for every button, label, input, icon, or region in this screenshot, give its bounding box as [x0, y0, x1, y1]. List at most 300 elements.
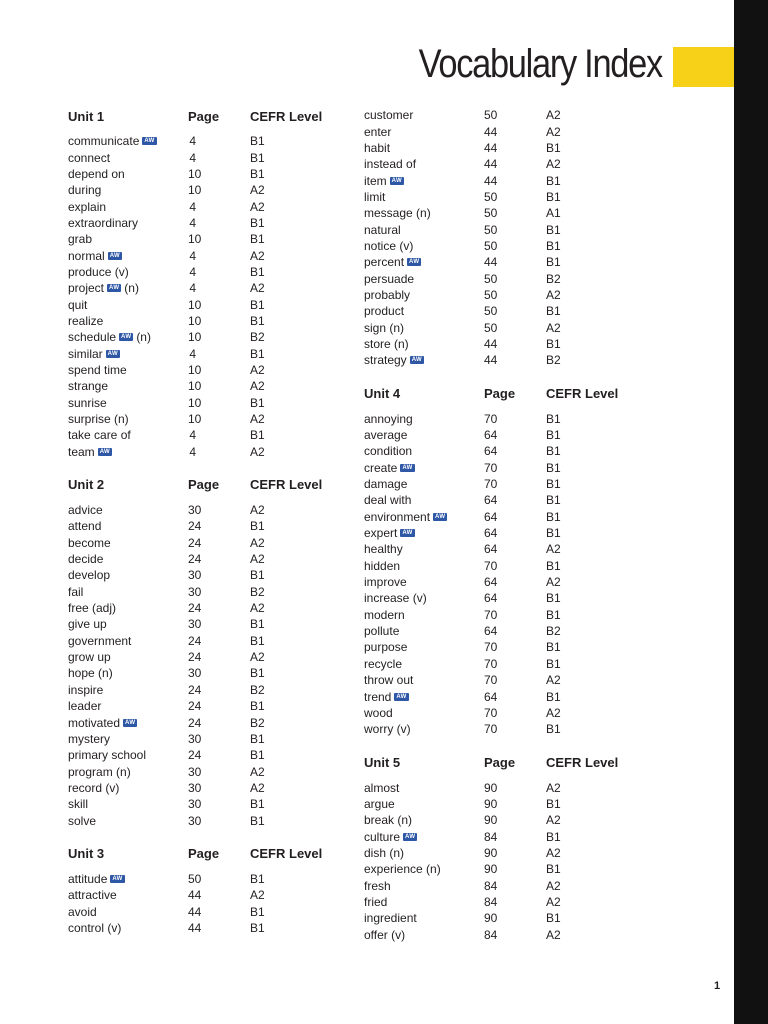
entry-page: 30: [188, 780, 202, 795]
vocabulary-entry: [68, 280, 360, 296]
entry-word: schedule: [68, 330, 117, 345]
page-column-header: Page: [484, 754, 516, 770]
entry-page: 50: [484, 206, 498, 221]
vocabulary-entry: [68, 584, 360, 600]
entry-cefr-level: A2: [546, 320, 561, 335]
entry-word: develop: [68, 568, 111, 583]
vocabulary-entry: [364, 861, 656, 877]
entry-page: 10: [188, 232, 202, 247]
entry-word-cell: [68, 568, 188, 582]
entry-word: spend time: [68, 362, 127, 377]
vocabulary-entry: [68, 329, 360, 345]
entry-word-cell: [68, 265, 188, 279]
entry-page: 4: [189, 215, 196, 230]
entry-cefr-level: B1: [546, 444, 561, 459]
vocabulary-entry: [364, 721, 656, 737]
entry-page: 24: [188, 682, 202, 697]
entry-word-cell: [68, 232, 188, 246]
entry-part-of-speech: (n): [124, 281, 139, 296]
entry-word-cell: [68, 330, 188, 344]
entry-word: deal with: [364, 493, 412, 508]
entry-page: 30: [188, 797, 202, 812]
entry-cefr-level: B1: [250, 617, 265, 632]
aw-badge: AW: [109, 285, 120, 292]
entry-cefr-level: A2: [546, 108, 561, 123]
entry-word-cell: [364, 526, 484, 540]
entry-word: damage: [364, 477, 408, 492]
entry-word-cell: [68, 888, 188, 902]
entry-cefr-level: B1: [546, 558, 561, 573]
entry-word: condition: [364, 444, 413, 459]
entry-page: 24: [188, 552, 202, 567]
entry-word: during: [68, 183, 102, 198]
vocabulary-entry: [68, 427, 360, 443]
entry-word-cell: [364, 108, 484, 122]
vocabulary-entry: [68, 264, 360, 280]
entry-page: 70: [484, 558, 498, 573]
entry-word-cell: [68, 216, 188, 230]
vocabulary-entry: [68, 296, 360, 312]
entry-word: surprise (n): [68, 412, 129, 427]
entry-page: 4: [189, 428, 196, 443]
entry-word-cell: [364, 559, 484, 573]
entry-page: 90: [484, 845, 498, 860]
entry-word-cell: [68, 921, 188, 935]
entry-page: 64: [484, 509, 498, 524]
vocabulary-entry: [68, 567, 360, 583]
entry-page: 50: [484, 304, 498, 319]
entry-page: 10: [188, 412, 202, 427]
vocabulary-entry: [364, 270, 656, 286]
entry-word: produce (v): [68, 264, 129, 279]
entry-word: store (n): [364, 336, 409, 351]
entry-cefr-level: B1: [546, 140, 561, 155]
entry-word: percent: [364, 255, 405, 270]
entry-word: habit: [364, 140, 391, 155]
entry-cefr-level: B1: [250, 395, 265, 410]
vocabulary-entry: [364, 894, 656, 910]
entry-word: throw out: [364, 673, 414, 688]
entry-cefr-level: A2: [546, 894, 561, 909]
entry-word: attractive: [68, 888, 117, 903]
entry-word-cell: [364, 190, 484, 204]
entry-word: grab: [68, 232, 93, 247]
entry-cefr-level: A2: [546, 157, 561, 172]
entry-cefr-level: B1: [250, 813, 265, 828]
entry-word: instead of: [364, 157, 417, 172]
vocabulary-entry: [68, 378, 360, 394]
index-column-right: [364, 107, 656, 959]
entry-word-cell: [364, 706, 484, 720]
vocabulary-entry: [364, 812, 656, 828]
entry-word: average: [364, 428, 408, 443]
unit-block: [68, 476, 360, 829]
entry-word: natural: [364, 222, 401, 237]
entry-page: 10: [188, 362, 202, 377]
entry-cefr-level: B1: [546, 477, 561, 492]
unit-title: Unit 2: [68, 477, 105, 493]
entry-word-cell: [364, 304, 484, 318]
vocabulary-entry: [68, 887, 360, 903]
entry-word: fresh: [364, 878, 391, 893]
entry-word-cell: [364, 690, 484, 704]
entry-page: 4: [189, 264, 196, 279]
entry-word: wood: [364, 705, 393, 720]
aw-badge: AW: [402, 530, 413, 537]
entry-word-cell: [364, 157, 484, 171]
vocabulary-entry: [68, 665, 360, 681]
entry-word: skill: [68, 797, 88, 812]
entry-page: 10: [188, 395, 202, 410]
entry-page: 44: [484, 255, 498, 270]
entry-cefr-level: A2: [546, 813, 561, 828]
entry-page: 30: [188, 813, 202, 828]
entry-cefr-level: A2: [546, 705, 561, 720]
entry-page: 24: [188, 519, 202, 534]
entry-word: similar: [68, 346, 103, 361]
entry-word-cell: [68, 134, 188, 148]
entry-page: 50: [484, 108, 498, 123]
entry-cefr-level: B2: [250, 715, 265, 730]
entry-word-cell: [364, 288, 484, 302]
entry-cefr-level: B1: [546, 238, 561, 253]
entry-word: take care of: [68, 428, 131, 443]
entry-word-cell: [68, 732, 188, 746]
unit-block: [68, 845, 360, 936]
entry-word: expert: [364, 526, 398, 541]
entry-word: strange: [68, 379, 109, 394]
entry-word-cell: [68, 872, 188, 886]
entry-word-cell: [68, 699, 188, 713]
entry-word-cell: [68, 905, 188, 919]
entry-word-cell: [364, 722, 484, 736]
entry-cefr-level: B1: [546, 862, 561, 877]
entry-word-cell: [364, 591, 484, 605]
aw-badge: AW: [402, 464, 413, 471]
vocabulary-entry: [68, 313, 360, 329]
entry-word: worry (v): [364, 722, 411, 737]
entry-cefr-level: B1: [250, 666, 265, 681]
entry-word: government: [68, 633, 132, 648]
vocabulary-entry: [364, 845, 656, 861]
entry-cefr-level: A2: [250, 199, 265, 214]
entry-word-cell: [364, 797, 484, 811]
vocabulary-entry: [68, 502, 360, 518]
unit-block: [68, 107, 360, 460]
unit-header: [364, 753, 656, 771]
aw-badge: AW: [409, 259, 420, 266]
entry-page: 70: [484, 656, 498, 671]
entry-cefr-level: A2: [546, 927, 561, 942]
entry-page: 24: [188, 650, 202, 665]
entry-cefr-level: B2: [250, 682, 265, 697]
vocabulary-entry: [364, 123, 656, 139]
entry-page: 64: [484, 689, 498, 704]
vocabulary-entry: [364, 476, 656, 492]
entry-cefr-level: B1: [546, 304, 561, 319]
entry-page: 30: [188, 568, 202, 583]
entry-cefr-level: B1: [546, 829, 561, 844]
vocabulary-entry: [364, 828, 656, 844]
unit-block: [364, 753, 656, 942]
entry-word-cell: [68, 445, 188, 459]
vocabulary-entry: [68, 871, 360, 887]
entry-word: recycle: [364, 656, 403, 671]
entry-page: 50: [484, 271, 498, 286]
entry-word-cell: [68, 249, 188, 263]
vocabulary-entry: [364, 205, 656, 221]
vocabulary-entry: [364, 172, 656, 188]
entry-page: 30: [188, 731, 202, 746]
entry-word: message (n): [364, 206, 431, 221]
entry-word-cell: [68, 634, 188, 648]
entry-word: item: [364, 173, 387, 188]
entry-word-cell: [68, 363, 188, 377]
cefr-level-column-header: CEFR Level: [250, 108, 323, 124]
entry-cefr-level: B1: [546, 591, 561, 606]
entry-word-cell: [364, 673, 484, 687]
entry-cefr-level: A2: [546, 780, 561, 795]
entry-word: communicate: [68, 134, 140, 149]
vocabulary-entry: [68, 166, 360, 182]
vocabulary-entry: [364, 189, 656, 205]
entry-page: 30: [188, 503, 202, 518]
entry-page: 64: [484, 591, 498, 606]
entry-word: motivated: [68, 715, 121, 730]
entry-page: 64: [484, 444, 498, 459]
entry-word: solve: [68, 813, 97, 828]
vocabulary-entry: [364, 796, 656, 812]
vocabulary-entry: [364, 287, 656, 303]
vocabulary-entry: [364, 411, 656, 427]
entry-word: fail: [68, 584, 84, 599]
entry-page: 4: [189, 248, 196, 263]
vocabulary-entry: [68, 149, 360, 165]
vocabulary-entry: [68, 633, 360, 649]
entry-word-cell: [364, 444, 484, 458]
entry-page: 50: [484, 189, 498, 204]
entry-cefr-level: B1: [546, 607, 561, 622]
entry-page: 90: [484, 780, 498, 795]
vocabulary-entry: [364, 926, 656, 942]
aw-badge: AW: [391, 177, 402, 184]
entry-cefr-level: B1: [546, 911, 561, 926]
vocabulary-entry: [68, 763, 360, 779]
vocabulary-entry: [364, 107, 656, 123]
entry-cefr-level: B1: [546, 173, 561, 188]
vocabulary-entry: [68, 133, 360, 149]
entry-word-cell: [68, 281, 188, 295]
entry-cefr-level: B1: [546, 493, 561, 508]
entry-word: explain: [68, 199, 107, 214]
entry-word: annoying: [364, 411, 413, 426]
vocabulary-entry: [364, 574, 656, 590]
entry-word: grow up: [68, 650, 111, 665]
vocabulary-entry: [364, 492, 656, 508]
entry-cefr-level: B1: [546, 411, 561, 426]
vocabulary-entry: [68, 345, 360, 361]
entry-cefr-level: B1: [546, 460, 561, 475]
entry-cefr-level: A2: [250, 379, 265, 394]
entry-word-cell: [364, 846, 484, 860]
entry-page: 24: [188, 535, 202, 550]
entry-cefr-level: A2: [250, 183, 265, 198]
vocabulary-entry: [364, 238, 656, 254]
entry-cefr-level: B1: [250, 150, 265, 165]
vocabulary-entry: [364, 541, 656, 557]
entry-word-cell: [364, 125, 484, 139]
entry-word: trend: [364, 689, 392, 704]
unit-header: [364, 385, 656, 403]
page-title: Vocabulary Index: [418, 42, 662, 86]
page-column-header: Page: [188, 108, 220, 124]
vocabulary-entry: [68, 714, 360, 730]
entry-cefr-level: B1: [546, 722, 561, 737]
entry-cefr-level: B1: [250, 748, 265, 763]
entry-word-cell: [364, 223, 484, 237]
entry-cefr-level: B1: [546, 189, 561, 204]
vocabulary-entry: [68, 198, 360, 214]
vocabulary-entry: [68, 518, 360, 534]
entry-word-cell: [364, 272, 484, 286]
entry-cefr-level: A2: [250, 362, 265, 377]
entry-word-cell: [68, 347, 188, 361]
entry-cefr-level: A2: [250, 650, 265, 665]
entry-page: 10: [188, 183, 202, 198]
entry-page: 70: [484, 607, 498, 622]
entry-word: depend on: [68, 166, 125, 181]
entry-word: free (adj): [68, 601, 117, 616]
entry-word-cell: [68, 183, 188, 197]
entry-cefr-level: B1: [250, 731, 265, 746]
aw-badge: AW: [121, 334, 132, 341]
entry-cefr-level: A2: [250, 535, 265, 550]
entry-word: decide: [68, 552, 104, 567]
entry-word-cell: [68, 200, 188, 214]
entry-word-cell: [364, 542, 484, 556]
entry-word: avoid: [68, 904, 97, 919]
unit-block: [364, 385, 656, 738]
entry-cefr-level: A2: [250, 780, 265, 795]
entry-cefr-level: B1: [250, 568, 265, 583]
entry-page: 84: [484, 878, 498, 893]
vocabulary-entry: [68, 535, 360, 551]
unit-title: Unit 1: [68, 108, 105, 124]
vocabulary-entry: [364, 623, 656, 639]
entry-word-cell: [68, 585, 188, 599]
entry-word-cell: [364, 206, 484, 220]
vocabulary-entry: [364, 156, 656, 172]
entry-word-cell: [364, 624, 484, 638]
vocabulary-entry: [364, 656, 656, 672]
entry-cefr-level: B1: [250, 134, 265, 149]
entry-page: 70: [484, 477, 498, 492]
aw-badge: AW: [107, 350, 118, 357]
entry-word-cell: [68, 503, 188, 517]
entry-page: 10: [188, 166, 202, 181]
entry-word: customer: [364, 108, 414, 123]
unit-title: Unit 5: [364, 754, 401, 770]
entry-word: attitude: [68, 871, 108, 886]
entry-cefr-level: B1: [546, 255, 561, 270]
entry-cefr-level: A2: [250, 601, 265, 616]
entry-page: 44: [484, 336, 498, 351]
vocabulary-entry: [364, 427, 656, 443]
vocabulary-entry: [364, 705, 656, 721]
entry-page: 44: [188, 904, 202, 919]
entry-word: probably: [364, 287, 411, 302]
unit-block: [364, 107, 656, 369]
entry-page: 44: [188, 888, 202, 903]
entry-word-cell: [68, 519, 188, 533]
entry-word-cell: [364, 640, 484, 654]
vocabulary-entry: [68, 231, 360, 247]
entry-word-cell: [68, 814, 188, 828]
entry-word: record (v): [68, 780, 120, 795]
entry-page: 70: [484, 705, 498, 720]
entry-page: 64: [484, 624, 498, 639]
vocabulary-entry: [364, 672, 656, 688]
entry-word-cell: [68, 379, 188, 393]
entry-page: 30: [188, 764, 202, 779]
vocabulary-entry: [68, 812, 360, 828]
entry-page: 50: [484, 320, 498, 335]
entry-page: 90: [484, 796, 498, 811]
entry-word-cell: [68, 797, 188, 811]
entry-word-cell: [364, 353, 484, 367]
entry-page: 24: [188, 601, 202, 616]
entry-page: 24: [188, 699, 202, 714]
entry-word-cell: [68, 298, 188, 312]
entry-page: 4: [189, 134, 196, 149]
entry-word-cell: [364, 911, 484, 925]
entry-cefr-level: A2: [546, 878, 561, 893]
entry-page: 10: [188, 313, 202, 328]
entry-cefr-level: B1: [546, 526, 561, 541]
entry-cefr-level: B1: [546, 656, 561, 671]
entry-word: team: [68, 444, 95, 459]
entry-page: 70: [484, 673, 498, 688]
entry-cefr-level: A2: [546, 845, 561, 860]
vocabulary-entry: [364, 221, 656, 237]
entry-page: 30: [188, 584, 202, 599]
entry-page: 64: [484, 526, 498, 541]
entry-word-cell: [364, 928, 484, 942]
entry-cefr-level: B1: [546, 428, 561, 443]
entry-word-cell: [364, 830, 484, 844]
entry-word: purpose: [364, 640, 408, 655]
entry-page: 44: [484, 353, 498, 368]
cefr-level-column-header: CEFR Level: [250, 846, 323, 862]
entry-word-cell: [364, 862, 484, 876]
entry-cefr-level: B1: [546, 689, 561, 704]
entry-page: 30: [188, 666, 202, 681]
entry-word: improve: [364, 575, 407, 590]
entry-word-cell: [364, 239, 484, 253]
vocabulary-entry: [68, 551, 360, 567]
entry-page: 4: [189, 444, 196, 459]
aw-badge: AW: [125, 719, 136, 726]
aw-badge: AW: [144, 138, 155, 145]
entry-page: 84: [484, 927, 498, 942]
vocabulary-entry: [68, 920, 360, 936]
entry-word: dish (n): [364, 845, 405, 860]
entry-page: 64: [484, 575, 498, 590]
entry-word: create: [364, 460, 398, 475]
vocabulary-entry: [68, 780, 360, 796]
vocabulary-entry: [364, 319, 656, 335]
entry-page: 84: [484, 894, 498, 909]
